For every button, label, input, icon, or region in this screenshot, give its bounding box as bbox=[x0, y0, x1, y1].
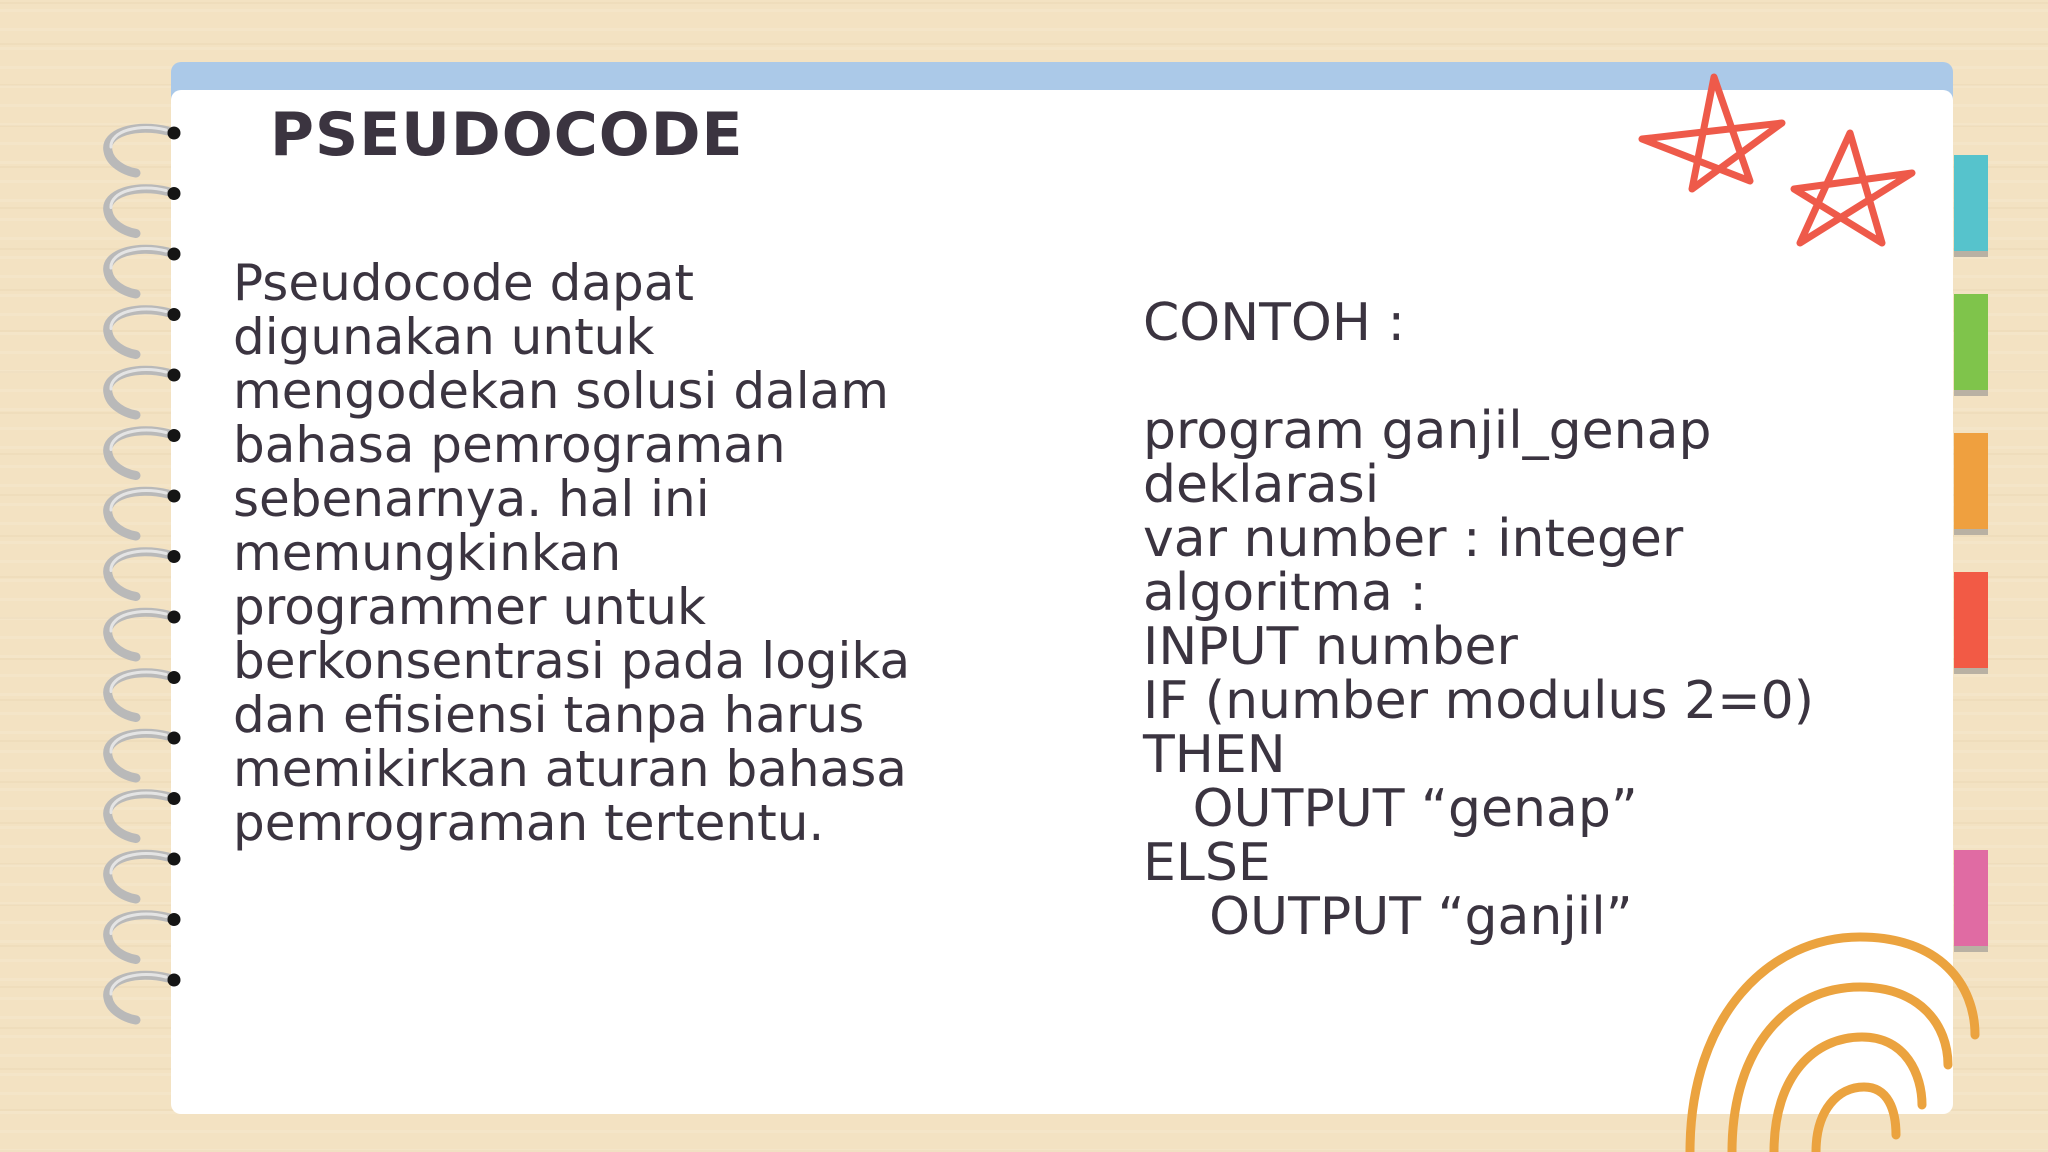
binding-hole bbox=[168, 913, 181, 926]
example-label: CONTOH : bbox=[1143, 293, 1405, 353]
code-line: var number : integer bbox=[1143, 509, 1684, 569]
binding-hole bbox=[168, 792, 181, 805]
tab-orange bbox=[1954, 433, 1988, 529]
code-line: THEN bbox=[1143, 725, 1286, 785]
star-outline-icon bbox=[1794, 133, 1912, 243]
code-line: ELSE bbox=[1143, 833, 1271, 893]
tab-red bbox=[1954, 572, 1988, 668]
code-line: OUTPUT “ganjil” bbox=[1143, 887, 1633, 947]
stars-decoration bbox=[1630, 65, 1930, 255]
binding-hole bbox=[168, 490, 181, 503]
binding-hole bbox=[168, 127, 181, 140]
binding-hole bbox=[168, 369, 181, 382]
code-line: INPUT number bbox=[1143, 617, 1518, 677]
tab-red-shadow bbox=[1954, 668, 1988, 674]
spiral-binding-icon bbox=[96, 115, 196, 1035]
binding-hole bbox=[168, 974, 181, 987]
tab-green bbox=[1954, 294, 1988, 390]
binding-hole bbox=[168, 853, 181, 866]
code-line: OUTPUT “genap” bbox=[1143, 779, 1638, 839]
tab-green-shadow bbox=[1954, 390, 1988, 396]
binding-hole bbox=[168, 429, 181, 442]
binding-hole bbox=[168, 732, 181, 745]
code-line: algoritma : bbox=[1143, 563, 1427, 623]
code-line: IF (number modulus 2=0) bbox=[1143, 671, 1815, 731]
binding-hole bbox=[168, 187, 181, 200]
binding-hole bbox=[168, 308, 181, 321]
binding-hole bbox=[168, 611, 181, 624]
page-title: PSEUDOCODE bbox=[270, 100, 744, 170]
rainbow-arc-icon bbox=[1670, 925, 1990, 1152]
binding-hole bbox=[168, 550, 181, 563]
binding-hole bbox=[168, 671, 181, 684]
tab-orange-shadow bbox=[1954, 529, 1988, 535]
tab-teal-shadow bbox=[1954, 251, 1988, 257]
code-line: deklarasi bbox=[1143, 455, 1380, 515]
code-line: program ganjil_genap bbox=[1143, 401, 1712, 461]
star-outline-icon bbox=[1642, 77, 1782, 189]
tab-teal bbox=[1954, 155, 1988, 251]
binding-hole bbox=[168, 248, 181, 261]
body-paragraph: Pseudocode dapat digunakan untuk mengodekan solusi dalam bahasa pemrograman sebenarnya. hal ini memungkinkan programmer untuk berkonsentrasi pada logika dan efisiensi tanpa harus memikirkan aturan bahasa pemrograman tertentu. bbox=[233, 254, 911, 852]
pseudocode-example bbox=[1143, 401, 1815, 947]
